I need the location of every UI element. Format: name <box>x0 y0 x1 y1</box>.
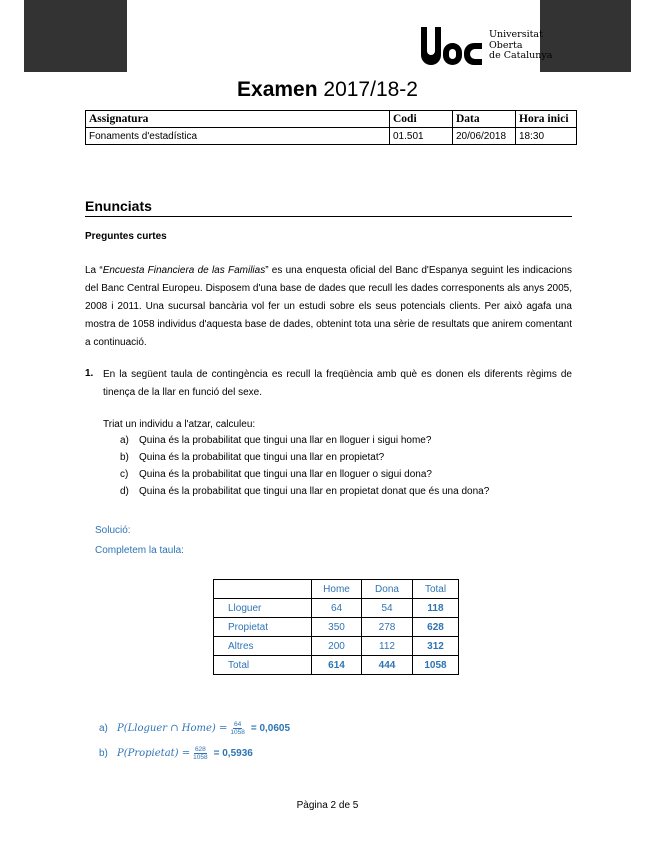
fraction-numerator: 628 <box>194 746 206 753</box>
formula-expression: P(Lloguer ∩ Home) = <box>117 723 228 734</box>
formula-a <box>99 721 290 736</box>
info-header: Assignatura <box>86 111 390 128</box>
table-row <box>214 580 459 599</box>
table-cell-total: 118 <box>413 599 459 618</box>
survey-name: Encuesta Financiera de las Familias <box>102 265 266 276</box>
title-year: 2017/18-2 <box>317 78 418 101</box>
table-row <box>214 599 459 618</box>
info-header: Codi <box>390 111 453 128</box>
table-cell-total: 614 <box>312 656 362 675</box>
contingency-table <box>213 579 459 675</box>
info-cell: 18:30 <box>516 128 577 145</box>
fraction-denominator: 1058 <box>230 729 245 736</box>
item-letter: d) <box>120 486 129 497</box>
list-item <box>120 435 489 452</box>
intro-paragraph <box>85 262 572 352</box>
column-header: Home <box>312 580 362 599</box>
logo-line: de Catalunya <box>489 50 553 62</box>
item-text: Quina és la probabilitat que tingui una llar en lloguer o sigui dona? <box>139 469 432 480</box>
formula-result: = 0,5936 <box>213 748 253 759</box>
row-label: Propietat <box>214 618 312 637</box>
item-letter: c) <box>120 469 129 480</box>
uoc-logo-mark <box>421 27 482 65</box>
info-header: Data <box>453 111 516 128</box>
intro-text: La “ <box>85 265 103 276</box>
column-header: Total <box>413 580 459 599</box>
formula-b <box>99 746 253 761</box>
uoc-logo-text <box>489 30 552 62</box>
info-cell: Fonaments d'estadística <box>86 128 390 145</box>
formula-letter: b) <box>99 748 108 759</box>
question-text: En la següent taula de contingència es recull la freqüència amb què es donen els diferents règims de tinença de la llar en funció del sexe. <box>103 369 572 398</box>
exam-info-table <box>85 110 577 145</box>
column-header: Dona <box>362 580 413 599</box>
table-cell-total: 444 <box>362 656 413 675</box>
solution-intro: Completem la taula: <box>95 545 184 556</box>
list-item <box>120 452 489 469</box>
formula-letter: a) <box>99 723 108 734</box>
row-label: Altres <box>214 637 312 656</box>
info-cell: 01.501 <box>390 128 453 145</box>
uoc-logo <box>421 24 552 68</box>
page-number: Pàgina 2 de 5 <box>296 800 359 811</box>
title-bold: Examen <box>237 78 318 101</box>
solution-label: Solució: <box>95 525 131 536</box>
table-cell: 64 <box>312 599 362 618</box>
list-item <box>120 486 489 503</box>
header-corner-block-left <box>24 0 127 72</box>
table-row <box>214 618 459 637</box>
formula-result: = 0,0605 <box>250 723 291 734</box>
row-label: Lloguer <box>214 599 312 618</box>
table-cell: 278 <box>362 618 413 637</box>
question-items <box>120 435 489 503</box>
page-title <box>0 77 655 103</box>
question-prompt: Triat un individu a l'atzar, calculeu: <box>103 419 256 430</box>
row-label: Total <box>214 656 312 675</box>
table-cell-total: 628 <box>413 618 459 637</box>
formula-expression: P(Propietat) = <box>117 748 191 759</box>
fraction <box>193 746 207 761</box>
table-cell <box>214 580 312 599</box>
fraction <box>230 721 244 736</box>
header-corner-block-right <box>540 0 631 72</box>
list-item <box>120 469 489 486</box>
logo-line: Universitat <box>489 29 543 41</box>
table-cell: 54 <box>362 599 413 618</box>
fraction-numerator: 64 <box>233 721 242 728</box>
info-cell: 20/06/2018 <box>453 128 516 145</box>
table-cell: 350 <box>312 618 362 637</box>
table-row <box>214 656 459 675</box>
item-text: Quina és la probabilitat que tingui una llar en propietat donat que és una dona? <box>139 486 490 497</box>
item-text: Quina és la probabilitat que tingui una llar en propietat? <box>139 452 385 463</box>
item-letter: a) <box>120 435 129 446</box>
table-row <box>214 637 459 656</box>
table-cell-total: 312 <box>413 637 459 656</box>
logo-line: Oberta <box>489 39 523 51</box>
item-text: Quina és la probabilitat que tingui una llar en lloguer i sigui home? <box>139 435 432 446</box>
table-cell: 112 <box>362 637 413 656</box>
item-letter: b) <box>120 452 129 463</box>
section-title: Enunciats <box>85 198 572 217</box>
fraction-denominator: 1058 <box>193 754 208 761</box>
intro-text: ” es una enquesta oficial del Banc d'Espanya seguint les indicacions del Banc Central Europeu. Disposem d'una base de dades que recull les dades corresponents als anys 2005, 2008 i 2011. Una sucursal bancària vol fer un estudi sobre els seus potencials clients. Per això agafa una mostra de 1058 individus d'aquesta base de dades, obtenint tota una sèrie de resultats que anirem comentant a continuació. <box>85 265 572 348</box>
info-header: Hora inici <box>516 111 577 128</box>
table-cell-total: 1058 <box>413 656 459 675</box>
question-number: 1. <box>85 368 94 379</box>
table-cell: 200 <box>312 637 362 656</box>
subsection-title: Preguntes curtes <box>85 231 167 242</box>
